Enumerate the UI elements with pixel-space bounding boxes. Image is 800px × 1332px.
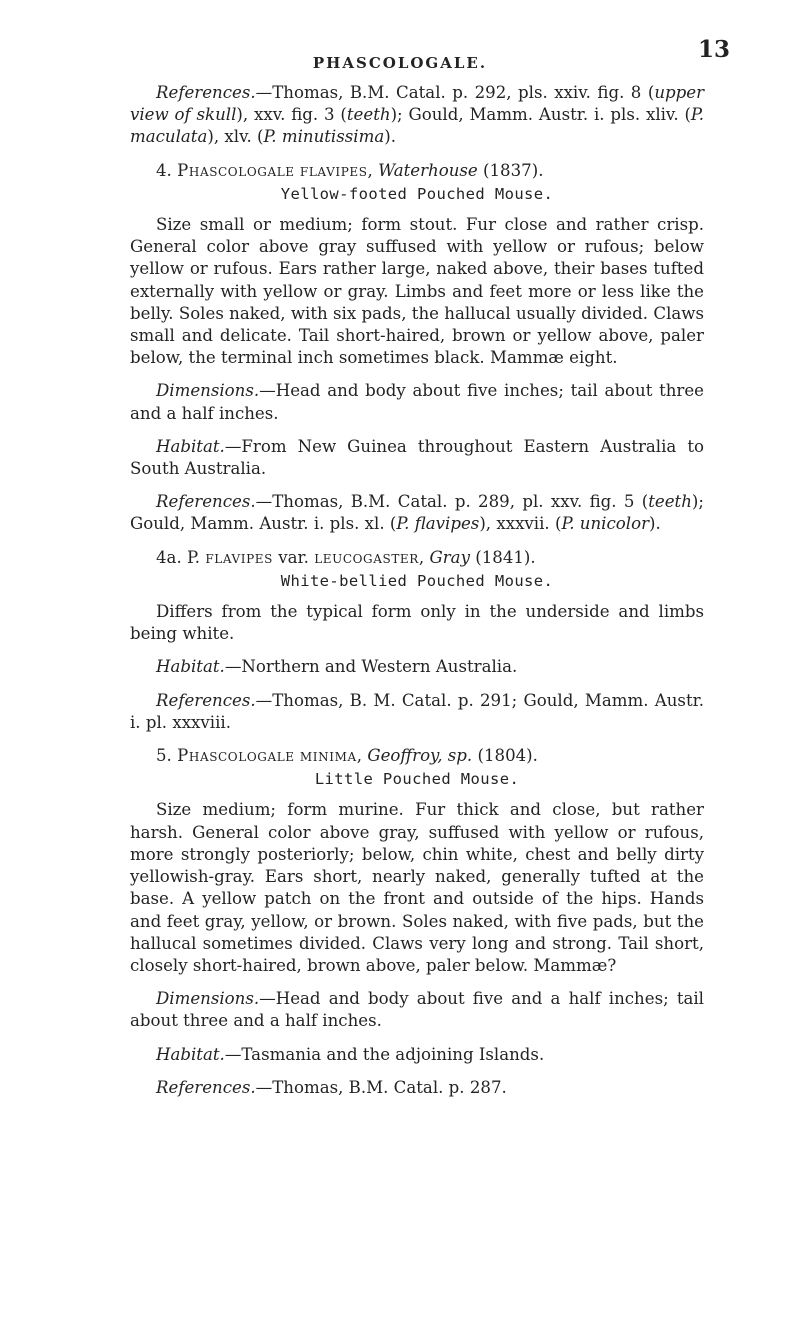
text-run: ), xxv. fig. 3 ( bbox=[236, 105, 347, 125]
text-run: —Head and body about five and a half inches; tail about three and a half inches. bbox=[130, 989, 704, 1031]
italic-run: References. bbox=[156, 492, 256, 512]
running-head bbox=[0, 36, 800, 70]
text-run: ); Gould, Mamm. Austr. i. pls. xliv. ( bbox=[390, 105, 691, 125]
italic-run: teeth bbox=[648, 492, 692, 512]
text-run: —Thomas, B.M. Catal. p. 289, pl. xxv. fig. 5 ( bbox=[255, 492, 649, 512]
species-heading bbox=[130, 745, 704, 767]
text-run: Size medium; form murine. Fur thick and close, but rather harsh. General color above gray, suffused with yellow or rufous, more strongly posteriorly; below, chin white, chest and belly dirty yellowish-gray. Ears short, nearly naked, generally tufted at the base. A yellow patch on the front and outside of the hips. Hands and feet gray, yellow, or brown. Soles naked, with five pads, but the hallucal sometimes divided. Claws very long and strong. Tail short, closely short-haired, brown above, paler below. Mammæ? bbox=[130, 800, 704, 975]
text-run: 4. bbox=[156, 160, 178, 180]
paragraph bbox=[130, 1077, 704, 1099]
text-run: , bbox=[356, 746, 368, 766]
text-run: ); Gould, Mamm. Austr. i. pls. xl. ( bbox=[130, 492, 704, 534]
running-title: PHASCOLOGALE. bbox=[312, 54, 488, 72]
text-run: ). bbox=[384, 127, 396, 147]
italic-run: Habitat. bbox=[156, 657, 225, 677]
italic-run: References. bbox=[156, 1077, 256, 1097]
italic-run: Habitat. bbox=[156, 1044, 225, 1064]
text-run: —From New Guinea throughout Eastern Australia to South Australia. bbox=[130, 436, 704, 479]
small-caps-run: flavipes bbox=[205, 547, 273, 567]
text-run: ), xlv. ( bbox=[207, 127, 264, 147]
italic-run: Dimensions. bbox=[156, 381, 260, 401]
small-caps-run: Phascologale bbox=[177, 746, 295, 766]
italic-run: P. unicolor bbox=[561, 514, 649, 534]
small-caps-run: minima bbox=[299, 746, 357, 766]
paragraph bbox=[130, 491, 704, 535]
paragraph bbox=[130, 214, 704, 369]
italic-run: Gray bbox=[429, 547, 470, 567]
italic-run: upper view of skull bbox=[130, 83, 704, 125]
common-name: White-bellied Pouched Mouse. bbox=[280, 571, 554, 590]
text-run: , bbox=[418, 547, 430, 567]
text-run: —Thomas, B.M. Catal. p. 287. bbox=[255, 1077, 507, 1097]
page-number: 13 bbox=[697, 36, 730, 63]
paragraph bbox=[130, 1044, 704, 1066]
paragraph bbox=[130, 436, 704, 480]
text-run: (1804). bbox=[472, 746, 538, 766]
text-run: —Tasmania and the adjoining Islands. bbox=[224, 1044, 545, 1064]
paragraph bbox=[130, 690, 704, 734]
italic-run: teeth bbox=[346, 105, 391, 125]
italic-run: References. bbox=[156, 690, 256, 710]
text-run: —Northern and Western Australia. bbox=[224, 657, 518, 677]
text-run: Differs from the typical form only in the underside and limbs being white. bbox=[130, 602, 704, 644]
text-run: (1837). bbox=[477, 160, 544, 180]
italic-run: References. bbox=[156, 83, 256, 102]
paragraph bbox=[130, 601, 704, 645]
text-run: —Thomas, B. M. Catal. p. 291; Gould, Mamm. Austr. i. pl. xxxviii. bbox=[130, 690, 704, 732]
species-heading bbox=[130, 160, 704, 182]
italic-run: P. minutissima bbox=[263, 127, 385, 147]
italic-run: P. maculata bbox=[130, 105, 704, 147]
italic-run: Waterhouse bbox=[378, 160, 478, 180]
paragraph bbox=[130, 82, 704, 149]
italic-run: Dimensions. bbox=[156, 989, 260, 1009]
text-run: —Head and body about five inches; tail about three and a half inches. bbox=[130, 381, 704, 423]
text-run: , bbox=[367, 160, 379, 180]
species-heading bbox=[130, 547, 704, 569]
italic-run: P. flavipes bbox=[396, 514, 480, 534]
text-run: Size small or medium; form stout. Fur close and rather crisp. General color above gray suffused with yellow or rufous; below yellow or rufous. Ears rather large, naked above, their bases tufted externally with yellow or gray. Limbs and feet more or less like the belly. Soles naked, with six pads, the hallucal usually divided. Claws small and delicate. Tail short-haired, brown or yellow above, paler below, the terminal inch sometimes black. Mammæ eight. bbox=[130, 215, 704, 368]
small-caps-run: Phascologale bbox=[177, 160, 295, 180]
page-body bbox=[130, 82, 704, 1110]
text-run: ), xxxvii. ( bbox=[479, 514, 562, 534]
text-run: (1841). bbox=[469, 547, 536, 567]
text-run: 5. bbox=[156, 746, 178, 766]
text-run: ). bbox=[649, 514, 661, 534]
text-run: 4a. P. bbox=[156, 547, 206, 567]
paragraph bbox=[130, 799, 704, 977]
small-caps-run: flavipes bbox=[299, 160, 368, 180]
italic-run: Geoffroy, sp. bbox=[367, 746, 473, 766]
italic-run: Habitat. bbox=[156, 436, 225, 456]
small-caps-run: leucogaster bbox=[314, 547, 419, 567]
common-name: Little Pouched Mouse. bbox=[314, 770, 520, 789]
paragraph bbox=[130, 988, 704, 1032]
paragraph bbox=[130, 656, 704, 678]
text-run: —Thomas, B.M. Catal. p. 292, pls. xxiv. fig. 8 ( bbox=[255, 83, 655, 102]
common-name: Yellow-footed Pouched Mouse. bbox=[280, 184, 554, 203]
paragraph bbox=[130, 380, 704, 424]
text-run: var. bbox=[272, 547, 315, 567]
